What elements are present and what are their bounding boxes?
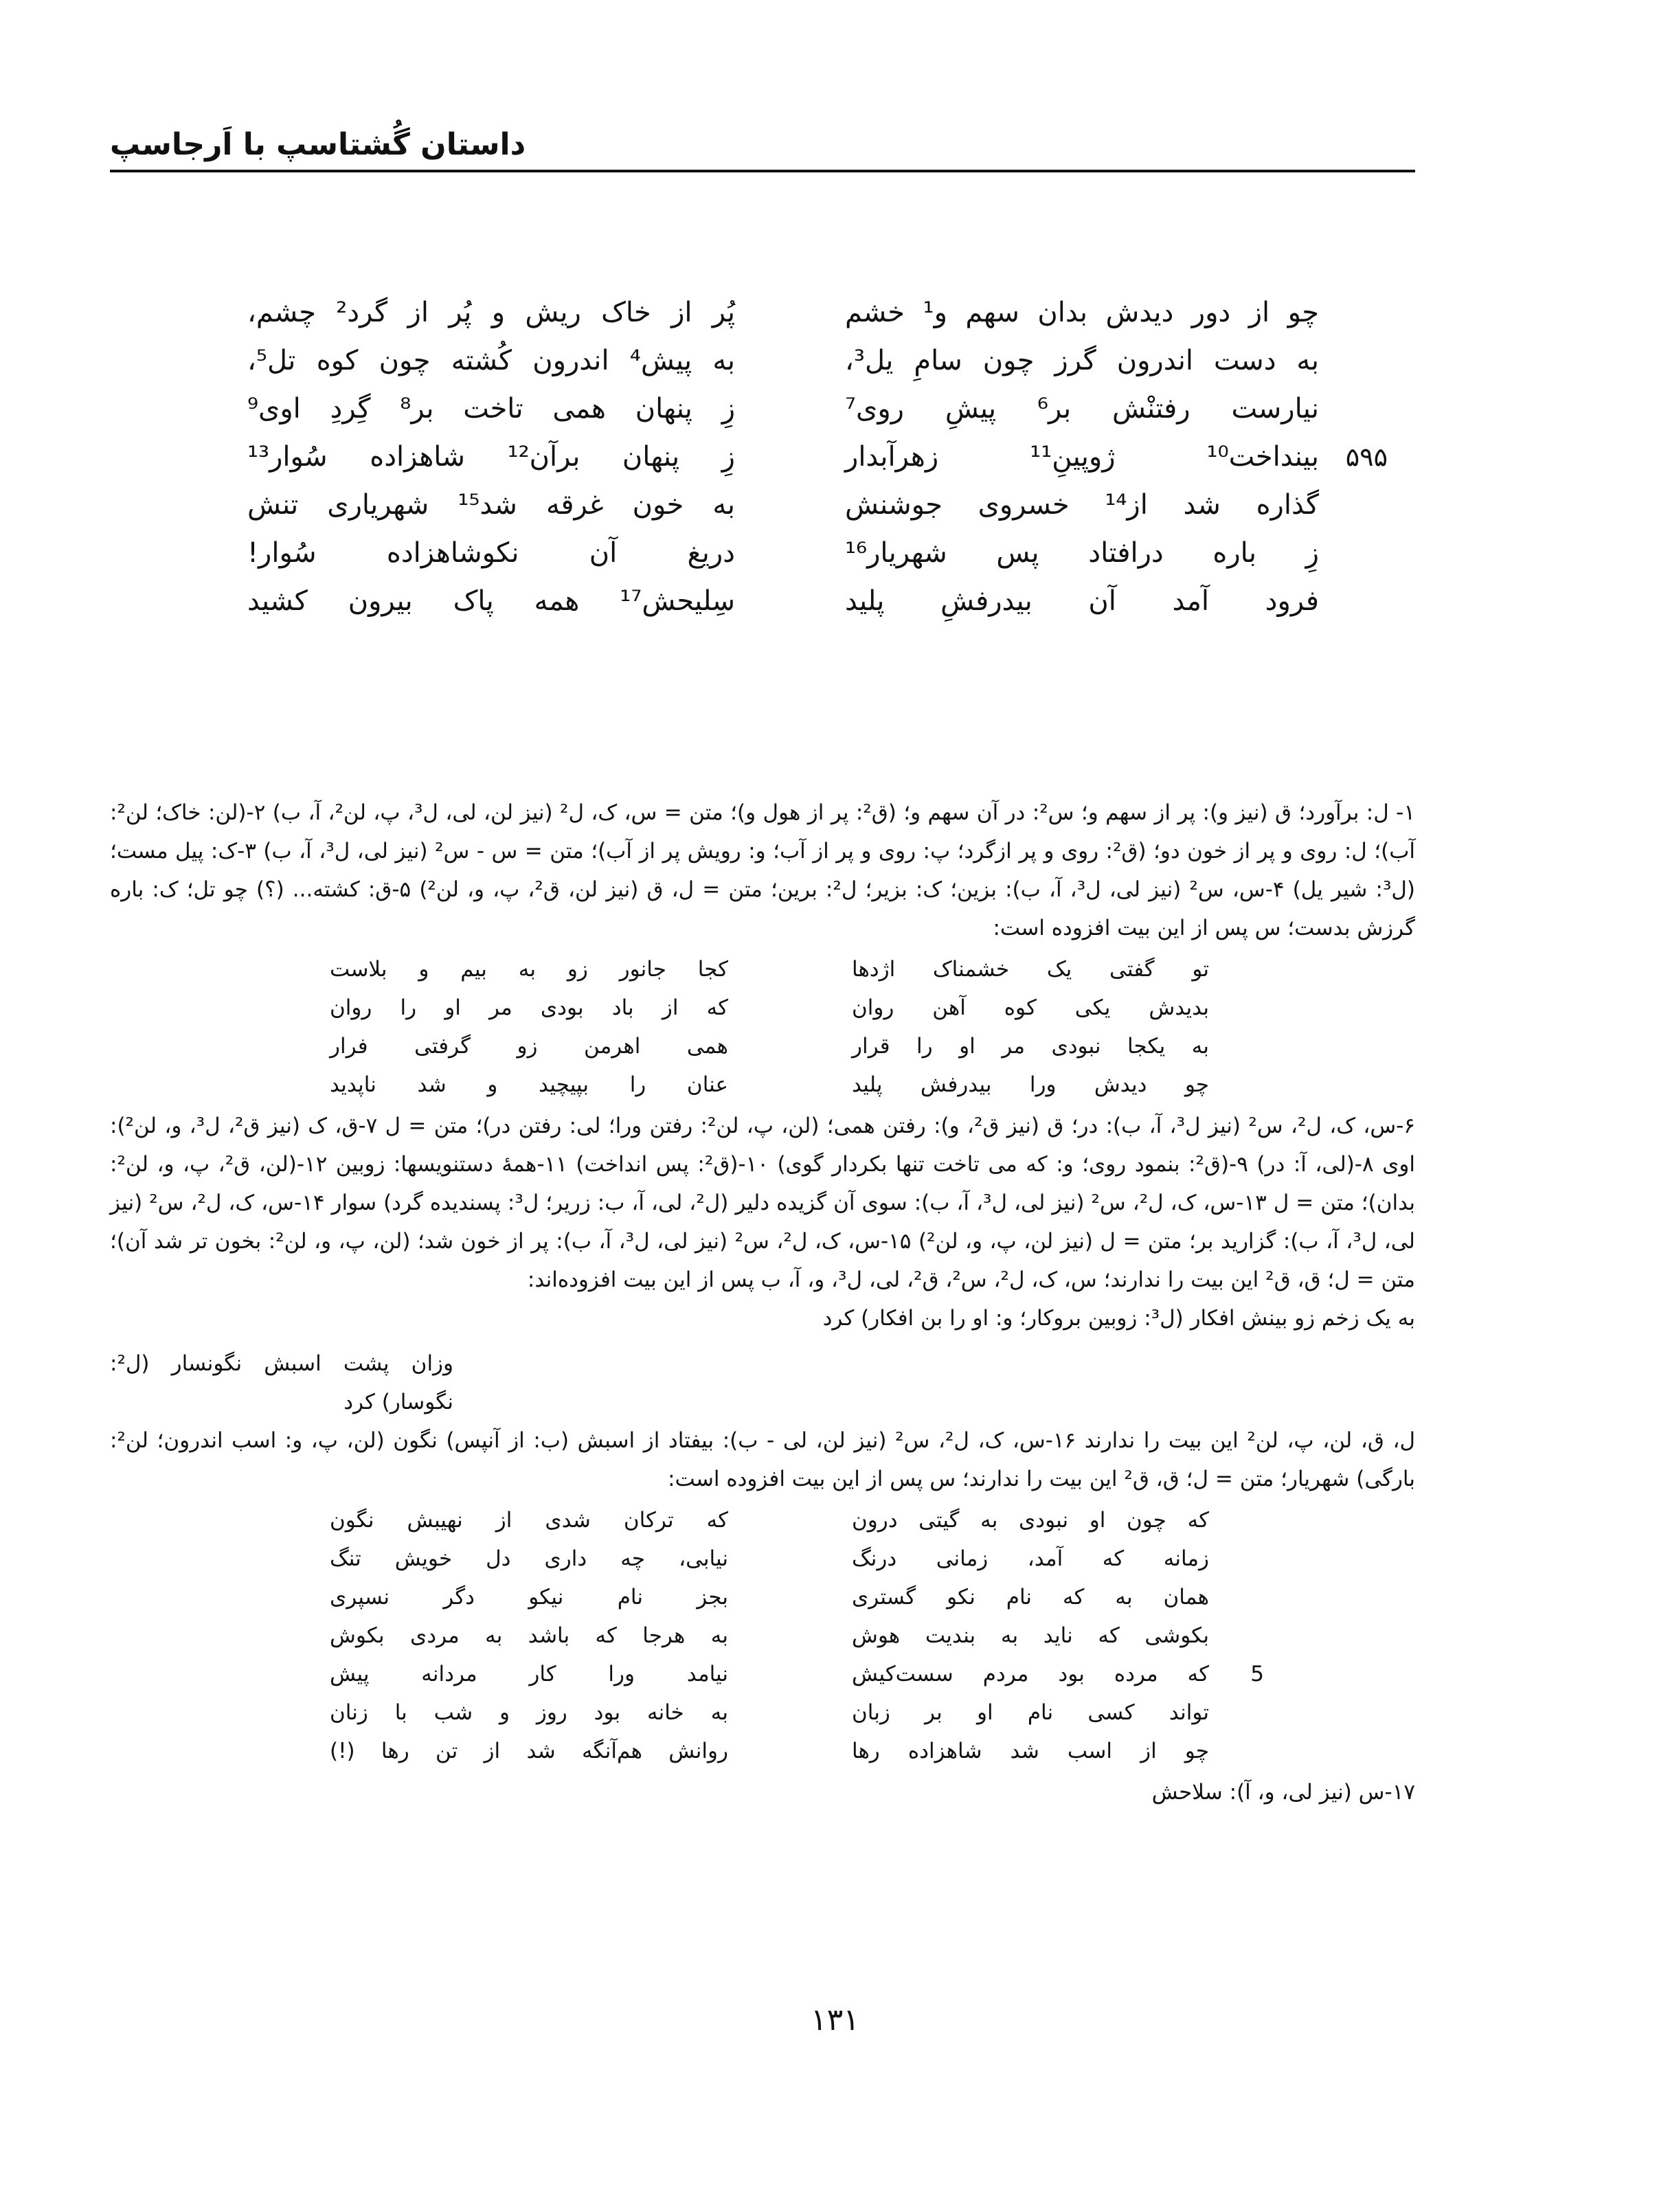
- footnote-paragraph: ۱۷-س (نیز لی، و، آ): سلاحش: [1151, 1780, 1415, 1805]
- couplet-right: بدیدش یکی کوه آهن روان: [852, 995, 1209, 1020]
- couplet-left: همی اهرمن زو گرفتی فرار: [330, 1034, 728, 1059]
- couplet-left: به هرجا که باشد به مردی بکوش: [330, 1623, 728, 1648]
- couplet-right: تواند کسی نام او بر زبان: [852, 1700, 1209, 1725]
- couplet-right: به یکجا نبودی مر او را قرار: [852, 1034, 1209, 1059]
- verse-row: [247, 529, 1388, 577]
- hemistich-right: بینداخت¹⁰ ژوپینِ¹¹ زهرآبدار: [845, 441, 1319, 473]
- header-title: داستان گُشتاسپ با اَرجاسپ: [110, 127, 526, 162]
- poem-verses: [247, 289, 1388, 625]
- added-couplets: [110, 1501, 1415, 1770]
- couplet: [110, 1578, 1415, 1616]
- couplet: [110, 1027, 1415, 1065]
- hemistich-left: زِ پنهان برآن¹² شاهزاده سُوار¹³: [247, 441, 735, 473]
- couplet: [110, 1501, 1415, 1539]
- footnote-paragraph: ۱- ل: برآورد؛ ق (نیز و): پر از سهم و؛ س²: در آن سهم و؛ (ق²: پر از هول و)؛ متن = س، ک، ل² (نیز لن، لی، ل³، پ، لن²، آ، ب) ۲-(لن: خاک؛ لن²: آب)؛ ل: روی و پر از خون دو؛ (ق²: روی و پر ازگرد؛ پ: روی و پر از آب؛ و: رویش پر از آب)؛ متن = س - س² (نیز لی، ل³، آ، ب) ۳-ک: پیل مست؛ (ل³: شیر یل) ۴-س، س² (نیز لی، ل³، آ، ب): بزین؛ ک: بزیر؛ ل²: برین؛ متن = ل، ق (نیز لن، ق²، پ، و، لن²) ۵-ق: کشته... (؟) چو تل؛ ک: باره گرزش بدست؛ س پس از این بیت افزوده است:: [110, 800, 1416, 940]
- couplet-left: به خانه بود روز و شب با زنان: [330, 1700, 728, 1725]
- header-rule: [110, 170, 1415, 172]
- couplet-left: که از باد بودی مر او را روان: [330, 995, 728, 1020]
- couplet: [110, 1539, 1415, 1578]
- footnote-paragraph: ل، ق، لن، پ، لن² این بیت را ندارند ۱۶-س، ک، ل²، س² (نیز لن، لی - ب): بیفتاد از اسبش (ب: از آنپس) نگون (لن، پ، و: اسب اندرون؛ لن²: بارگی) شهریار؛ متن = ل؛ ق، ق² این بیت را ندارند؛ س پس از این بیت افزوده است:: [110, 1428, 1416, 1491]
- hemistich-left: به خون غرقه شد¹⁵ شهریاری تنش: [247, 489, 735, 521]
- couplet-right: که مرده بود مردم سست‌کیش: [852, 1662, 1209, 1686]
- hemistich-left: زِ پنهان همی تاخت بر⁸ گِردِ اوی⁹: [247, 393, 736, 425]
- verse-row: [247, 481, 1388, 529]
- verse-row: [247, 577, 1388, 625]
- verse-row: [247, 337, 1388, 385]
- couplet-number: 5: [1250, 1662, 1264, 1686]
- verse-row: [247, 289, 1388, 337]
- couplet: [110, 1655, 1415, 1693]
- couplet-right: چو از اسب شد شاهزاده رها: [852, 1739, 1209, 1763]
- hemistich-right: نیارست رفتنْش بر⁶ پیشِ روی⁷: [845, 393, 1319, 425]
- couplet-left: کجا جانور زو به بیم و بلاست: [330, 957, 728, 982]
- hemistich-right: به دست اندرون گرز چون سامِ یل³،: [845, 345, 1319, 376]
- couplet-right: بکوشی که ناید به بندیت هوش: [852, 1623, 1209, 1648]
- couplet: [110, 950, 1415, 989]
- couplet-right: که چون او نبودی به گیتی درون: [852, 1508, 1209, 1533]
- couplet: [110, 1693, 1415, 1732]
- verse-row: [247, 385, 1388, 433]
- couplet-left: روانش هم‌آنگه شد از تن رها (!): [330, 1739, 728, 1763]
- hemistich-left: سِلیحش¹⁷ همه پاک بیرون کشید: [247, 585, 735, 617]
- hemistich-right: چو از دور دیدش بدان سهم و¹ خشم: [845, 297, 1319, 328]
- hemistich-right: فرود آمد آن بیدرفشِ پلید: [845, 585, 1319, 617]
- footnote-paragraph: ۶-س، ک، ل²، س² (نیز ل³، آ، ب): در؛ ق (نیز ق²، و): رفتن همی؛ (لن، پ، لن²: رفتن ورا؛ لی: رفتن در)؛ متن = ل ۷-ق، ک (نیز ق²، ل³، و، لن²): اوی ۸-(لی، آ: در) ۹-(ق²: بنمود روی؛ و: که می تاخت تنها بکردار گوی) ۱۰-(ق²: پس انداخت) ۱۱-همهٔ دستنویسها: زوبین ۱۲-(لن، ق²، پ، و، لن²: بدان)؛ متن = ل ۱۳-س، ک، ل²، س² (نیز لی، ل³، آ، ب): سوی آن گزیده دلیر (ل²، لی، آ، ب: زریر؛ ل³: پسندیده گرد) سوار ۱۴-س، ک، ل²، س² (نیز لی، ل³، آ، ب): گزارید بر؛ متن = ل (نیز لن، پ، و، لن²) ۱۵-س، ک، ل²، س² (نیز لی، ل³، آ، ب): پر از خون شد؛ (لن، پ، و، لن²: بخون تر شد آن)؛ متن = ل؛ ق، ق² این بیت را ندارند؛ س، ک، ل²، س²، ق²، لی، ل³، و، آ، ب پس از این بیت افزوده‌اند:: [110, 1114, 1416, 1292]
- couplet: [110, 989, 1415, 1027]
- couplet-left: نیابی، چه داری دل خویش تنگ: [330, 1546, 728, 1571]
- hemistich-right: گذاره شد از¹⁴ خسروی جوشنش: [845, 489, 1319, 521]
- added-hemistich: وزان پشت اسبش نگونسار (ل²: نگوسار) کرد: [110, 1351, 453, 1414]
- couplet-right: زمانه که آمد، زمانی درنگ: [852, 1546, 1209, 1571]
- footnotes: [110, 793, 1415, 1812]
- running-header: [110, 127, 1415, 175]
- couplet: [110, 1732, 1415, 1770]
- couplet-left: نیامد ورا کار مردانه پیش: [330, 1662, 728, 1686]
- couplet-right: همان به که نام نکو گستری: [852, 1585, 1209, 1610]
- couplet-right: تو گفتی یک خشمناک اژدها: [852, 957, 1209, 982]
- couplet-right: چو دیدش ورا بیدرفش پلید: [852, 1072, 1209, 1097]
- added-hemistich: به یک زخم زو بینش افکار (ل³: زوبین بروکار؛ و: او را بن افکار) کرد: [822, 1306, 1415, 1331]
- hemistich-left: به پیش⁴ اندرون کُشته چون کوه تل⁵،: [247, 345, 735, 376]
- couplet-left: که ترکان شدی از نهیبش نگون: [330, 1508, 728, 1533]
- hemistich-left: دریغ آن نکوشاهزاده سُوار!: [247, 537, 735, 569]
- couplet-left: عنان را بپیچید و شد ناپدید: [330, 1072, 728, 1097]
- couplet-left: بجز نام نیکو دگر نسپری: [330, 1585, 728, 1610]
- added-couplets: [110, 950, 1415, 1104]
- hemistich-left: پُر از خاک ریش و پُر از گرد² چشم،: [247, 297, 735, 328]
- page-number: ۱۳۱: [811, 2002, 859, 2038]
- couplet: [110, 1065, 1415, 1104]
- verse-row: [247, 433, 1388, 481]
- verse-number: ۵۹۵: [1345, 442, 1388, 472]
- hemistich-right: زِ باره درافتاد پس شهریار¹⁶: [845, 537, 1319, 569]
- couplet: [110, 1616, 1415, 1655]
